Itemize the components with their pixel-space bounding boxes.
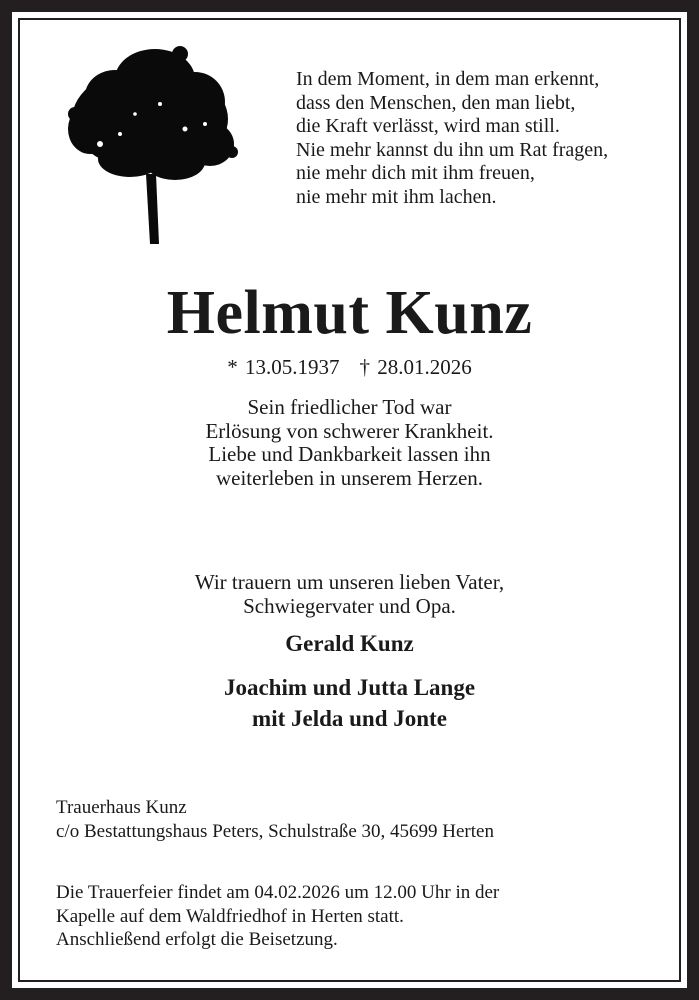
mourner-name: mit Jelda und Jonte: [252, 706, 447, 731]
address-line: Trauerhaus Kunz: [56, 797, 187, 818]
mourning-paragraph: [12, 571, 687, 618]
mourning-line: Schwiegervater und Opa.: [243, 593, 456, 618]
tree-icon: [60, 34, 244, 246]
quote-line: dass den Menschen, den man liebt,: [296, 91, 576, 114]
obituary-page: [12, 12, 687, 988]
tribute-line: Erlösung von schwerer Krankheit.: [205, 418, 494, 443]
tribute-line: Sein friedlicher Tod war: [247, 395, 452, 419]
ceremony-line: Die Trauerfeier findet am 04.02.2026 um 12.00 Uhr in der: [56, 882, 500, 903]
quote-line: nie mehr dich mit ihm freuen,: [296, 162, 535, 184]
quote-line: In dem Moment, in dem man erkennt,: [296, 68, 600, 90]
ceremony-line: Kapelle auf dem Waldfriedhof in Herten statt.: [56, 905, 404, 927]
mourning-line: Wir trauern um unseren lieben Vater,: [194, 570, 505, 594]
mourner-names: [12, 672, 687, 734]
mourning-address: [56, 796, 494, 843]
mourner-name: Gerald Kunz: [285, 631, 414, 656]
quote-line: nie mehr mit ihm lachen.: [296, 185, 497, 208]
tribute-line: weiterleben in unserem Herzen.: [215, 465, 484, 490]
ceremony-info: [56, 881, 499, 952]
quote-line: Nie mehr kannst du ihn um Rat fragen,: [296, 138, 609, 161]
address-line: c/o Bestattungshaus Peters, Schulstraße 30, 45699 Herten: [56, 820, 494, 842]
tribute-paragraph: [12, 396, 687, 490]
tribute-line: Liebe und Dankbarkeit lassen ihn: [208, 442, 491, 466]
death-date: † 28.01.2026: [359, 355, 472, 379]
life-dates: [12, 355, 687, 380]
mourner-name: Joachim und Jutta Lange: [223, 675, 476, 700]
quote-line: die Kraft verlässt, wird man still.: [296, 115, 560, 137]
birth-date: * 13.05.1937: [227, 355, 340, 379]
deceased-name: Helmut Kunz: [166, 279, 533, 347]
ceremony-line: Anschließend erfolgt die Beisetzung.: [56, 929, 338, 950]
quote-poem: [296, 68, 608, 209]
